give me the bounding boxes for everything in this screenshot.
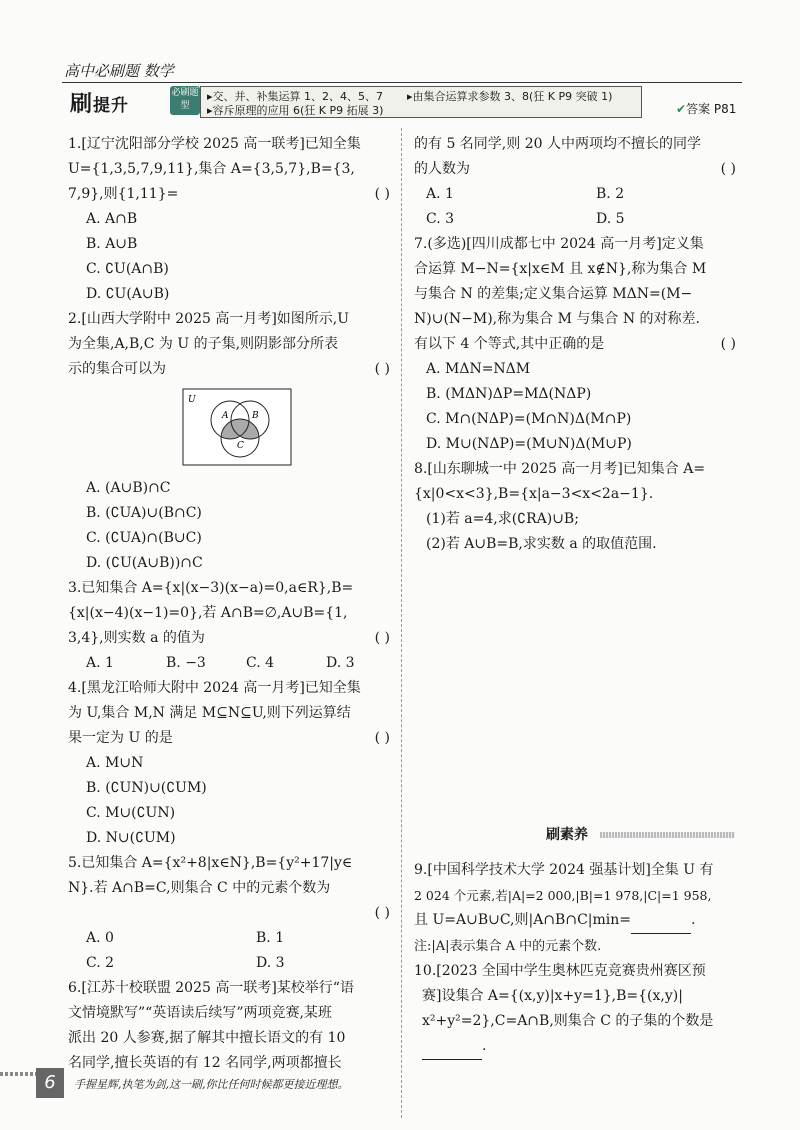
q6-line-2: 文情境默写”“英语读后续写”两项竞赛,某班 <box>68 1005 332 1021</box>
q2-option-c: C. (∁UA)∩(B∪C) <box>86 530 202 546</box>
topic-1: ▸交、并、补集运算 1、2、4、5、7 <box>207 90 384 103</box>
column-divider <box>401 128 402 1118</box>
q9-line-2: 2 024 个元素,若|A|=2 000,|B|=1 978,|C|=1 958, <box>414 888 712 903</box>
q7-option-a: A. MΔN=NΔM <box>426 361 531 377</box>
q6-options-cd <box>414 207 736 232</box>
q6-option-b: B. 2 <box>596 186 625 202</box>
answer-paren: ( ) <box>374 730 390 746</box>
q8-line-2: {x|0<x<3},B={x|a−3<x<2a−1}. <box>414 486 654 502</box>
q7-line-2: 合运算 M−N={x|x∈M 且 x∉N},称为集合 M <box>414 261 707 277</box>
q2-option-b: B. (∁UA)∪(B∩C) <box>86 505 202 521</box>
q7-line-1: 7.(多选)[四川成都七中 2024 高一月考]定义集 <box>414 236 704 252</box>
q6-line-1: 6.[江苏十校联盟 2025 高一联考]某校举行“语 <box>68 980 354 996</box>
q5-options-ab <box>68 926 390 951</box>
page-number: 6 <box>36 1068 64 1098</box>
answer-reference: ✔答案 P81 <box>676 102 737 116</box>
footer-slogan: 手握星辉,执笔为剑,这一刷,你比任何时候都更接近理想。 <box>74 1078 349 1091</box>
q10-line-1: 10.[2023 全国中学生奥林匹克竞赛贵州赛区预 <box>414 963 706 979</box>
venn-diagram <box>182 388 292 466</box>
venn-figure-area <box>68 382 390 476</box>
brand-main: 刷 <box>70 92 94 117</box>
q8-part-1: (1)若 a=4,求(∁RA)∪B; <box>426 511 579 527</box>
q10-answer-blank[interactable] <box>422 1034 482 1060</box>
brand-sub: 提升 <box>93 96 130 116</box>
q6-option-a: A. 1 <box>426 186 454 202</box>
right-column <box>414 132 736 557</box>
q4-option-b: B. (∁UN)∪(∁UM) <box>86 780 207 796</box>
answer-paren: ( ) <box>374 186 390 202</box>
q9-note: 注:|A|表示集合 A 中的元素个数. <box>414 939 602 954</box>
section-brand <box>70 87 129 118</box>
q3-option-b: B. −3 <box>166 655 206 671</box>
q4-line-3: 果一定为 U 的是 ( ) <box>68 726 390 751</box>
section-heading-suyang: 刷素养 <box>546 827 588 843</box>
q2-option-d: D. (∁U(A∪B))∩C <box>86 555 203 571</box>
q7-line-5: 有以下 4 个等式,其中正确的是 ( ) <box>414 332 736 357</box>
answer-paren: ( ) <box>374 905 390 921</box>
topics-box <box>200 86 642 118</box>
q3-option-a: A. 1 <box>86 655 114 671</box>
q5-line-2: N}.若 A∩B=C,则集合 C 中的元素个数为 <box>68 880 331 896</box>
answer-paren: ( ) <box>374 630 390 646</box>
venn-label-u: U <box>188 395 196 405</box>
footer-dots <box>0 1072 36 1076</box>
q6-option-d: D. 5 <box>596 211 625 227</box>
q5-option-a: A. 0 <box>86 930 114 946</box>
q2-line-3: 示的集合可以为 ( ) <box>68 357 390 382</box>
q7-line-3: 与集合 N 的差集;定义集合运算 MΔN=(M− <box>414 286 693 302</box>
q1-option-d: D. ∁U(A∪B) <box>86 286 170 302</box>
q7-option-b: B. (MΔN)ΔP=MΔ(NΔP) <box>426 386 592 402</box>
q5-option-b: B. 1 <box>256 930 285 946</box>
q5-paren-line <box>68 901 390 926</box>
q6-line-5: 的有 5 名同学,则 20 人中两项均不擅长的同学 <box>414 136 701 152</box>
q1-option-c: C. ∁U(A∩B) <box>86 261 169 277</box>
q7-line-4: N)∪(N−M),称为集合 M 与集合 N 的对称差. <box>414 311 700 327</box>
answer-paren: ( ) <box>720 336 736 352</box>
q3-option-c: C. 4 <box>246 655 275 671</box>
q6-line-6: 的人数为 ( ) <box>414 157 736 182</box>
book-title: 高中必刷题 数学 <box>64 62 174 80</box>
q7-option-d: D. M∪(NΔP)=(M∪N)Δ(M∪P) <box>426 436 632 452</box>
check-icon: ✔ <box>676 102 687 116</box>
q9-line-3: 且 U=A∪B∪C,则|A∩B∩C|min= . <box>414 908 736 934</box>
question-type-tag: 必刷题型 <box>170 86 200 115</box>
q6-line-3: 派出 20 人参赛,据了解其中擅长语文的有 10 <box>68 1030 346 1046</box>
q6-options-ab <box>414 182 736 207</box>
q4-option-a: A. M∪N <box>86 755 144 771</box>
q1-line-2: U={1,3,5,7,9,11},集合 A={3,5,7},B={3, <box>68 161 355 177</box>
q10-line-4: . <box>414 1034 736 1060</box>
q2-line-1: 2.[山西大学附中 2025 高一月考]如图所示,U <box>68 311 350 327</box>
topic-3: ▸容斥原理的应用 6(狂 K P9 拓展 3) <box>207 104 384 117</box>
q2-option-a: A. (A∪B)∩C <box>86 480 171 496</box>
q8-line-1: 8.[山东聊城一中 2025 高一月考]已知集合 A= <box>414 461 706 477</box>
q3-option-d: D. 3 <box>326 655 355 671</box>
q4-line-2: 为 U,集合 M,N 满足 M⊆N⊆U,则下列运算结 <box>68 705 351 721</box>
q6-line-4: 名同学,擅长英语的有 12 名同学,两项都擅长 <box>68 1055 342 1071</box>
q1-option-a: A. A∩B <box>86 211 138 227</box>
q1-line-3: 7,9},则{1,11}= ( ) <box>68 182 390 207</box>
q4-option-c: C. M∪(∁UN) <box>86 805 176 821</box>
q9-line-1: 9.[中国科学技术大学 2024 强基计划]全集 U 有 <box>414 862 714 878</box>
venn-label-a: A <box>222 411 229 421</box>
venn-label-b: B <box>252 411 259 421</box>
q5-line-1: 5.已知集合 A={x²+8|x∈N},B={y²+17|y∈ <box>68 855 353 871</box>
q1-option-b: B. A∪B <box>86 236 138 252</box>
q5-options-cd <box>68 951 390 976</box>
q10-line-2: 赛]设集合 A={(x,y)|x+y=1},B={(x,y)| <box>422 988 683 1004</box>
section-heading-bar <box>600 832 735 838</box>
q7-option-c: C. M∩(NΔP)=(M∩N)Δ(M∩P) <box>426 411 632 427</box>
q5-option-c: C. 2 <box>86 955 115 971</box>
q4-line-1: 4.[黑龙江哈师大附中 2024 高一月考]已知全集 <box>68 680 361 696</box>
venn-label-c: C <box>237 441 244 451</box>
q5-option-d: D. 3 <box>256 955 285 971</box>
q8-part-2: (2)若 A∪B=B,求实数 a 的取值范围. <box>426 536 657 552</box>
answer-paren: ( ) <box>720 161 736 177</box>
left-column <box>68 132 390 1076</box>
q3-line-3: 3,4},则实数 a 的值为 ( ) <box>68 626 390 651</box>
topic-2: ▸由集合运算求参数 3、8(狂 K P9 突破 1) <box>407 90 613 103</box>
q3-line-1: 3.已知集合 A={x|(x−3)(x−a)=0,a∈R},B= <box>68 580 354 596</box>
q6-option-c: C. 3 <box>426 211 455 227</box>
answer-paren: ( ) <box>374 361 390 377</box>
q3-line-2: {x|(x−4)(x−1)=0},若 A∩B=∅,A∪B={1, <box>68 605 348 621</box>
q3-options <box>68 651 390 676</box>
header-rule <box>62 82 742 83</box>
q4-option-d: D. N∪(∁UM) <box>86 830 176 846</box>
q9-answer-blank[interactable] <box>631 908 691 934</box>
right-column-lower <box>414 858 736 1060</box>
q10-line-3: x²+y²=2},C=A∩B,则集合 C 的子集的个数是 <box>422 1013 714 1029</box>
q1-line-1: 1.[辽宁沈阳部分学校 2025 高一联考]已知全集 <box>68 136 361 152</box>
q2-line-2: 为全集,A,B,C 为 U 的子集,则阴影部分所表 <box>68 336 339 352</box>
